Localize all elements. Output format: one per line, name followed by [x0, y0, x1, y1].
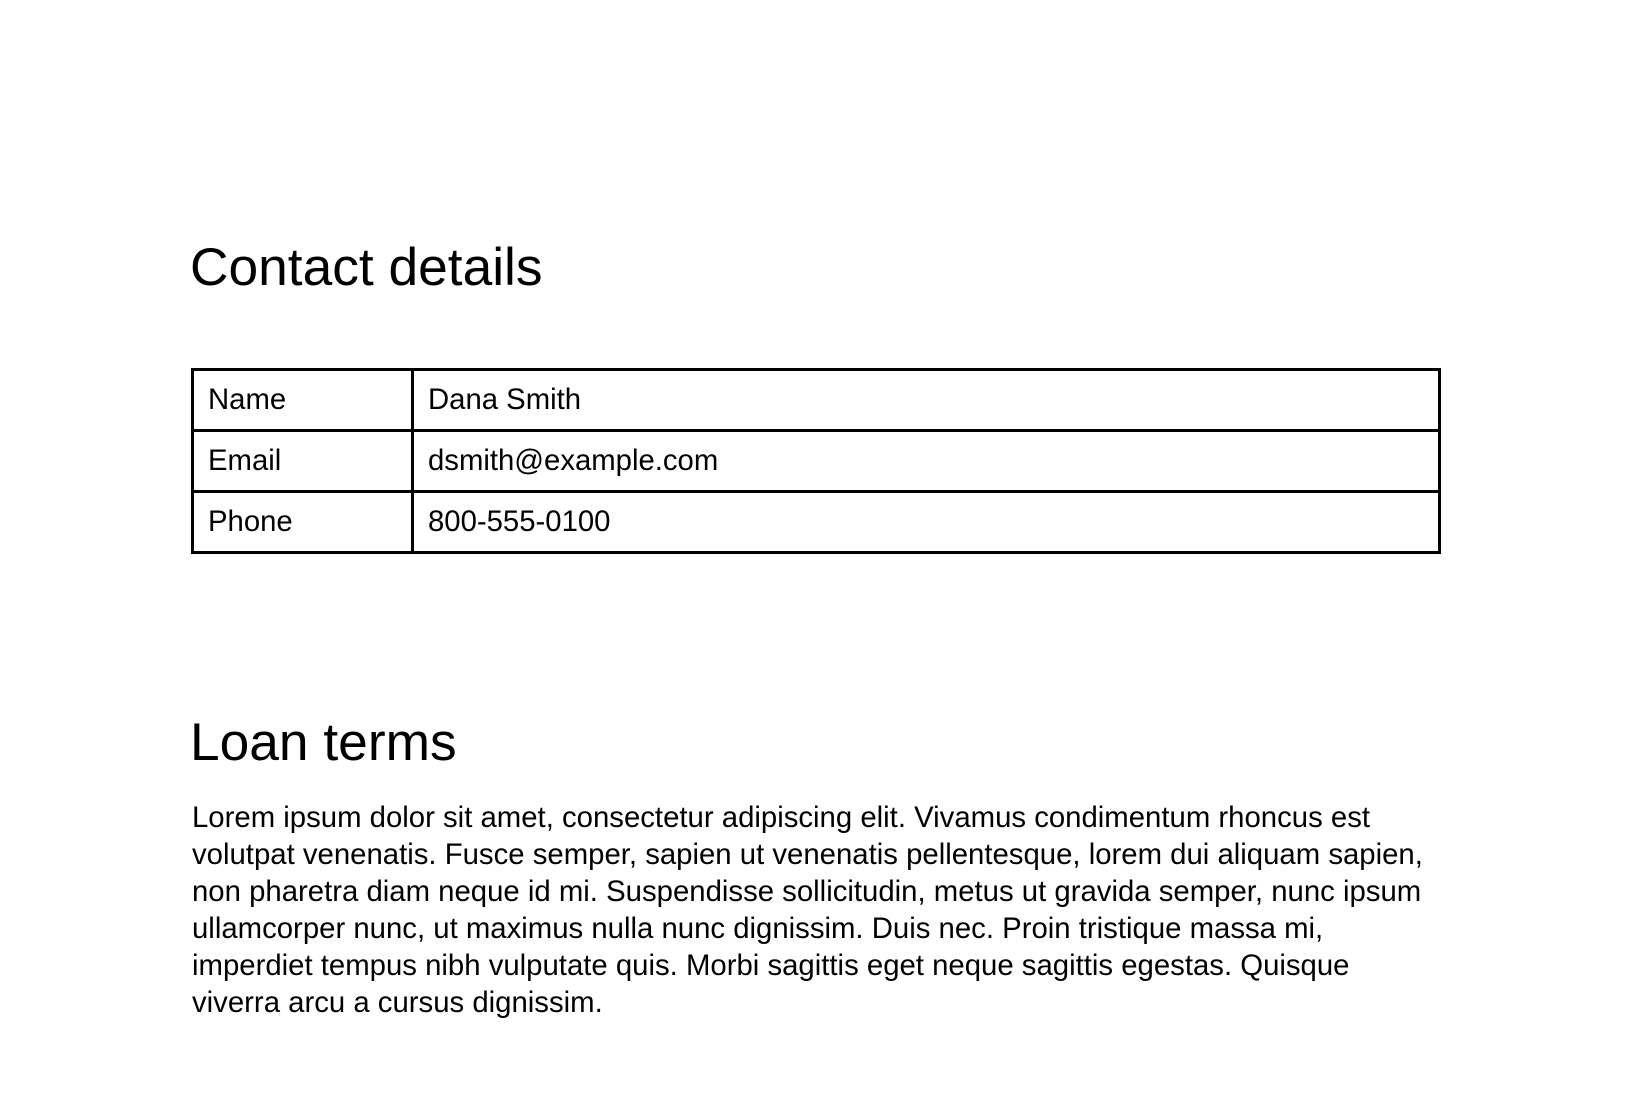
email-label-cell: Email — [193, 431, 413, 492]
name-value-cell: Dana Smith — [413, 370, 1440, 431]
email-value-cell: dsmith@example.com — [413, 431, 1440, 492]
phone-label-cell: Phone — [193, 492, 413, 553]
name-label-cell: Name — [193, 370, 413, 431]
contact-details-table — [191, 368, 1441, 554]
table-row-email — [193, 431, 1440, 492]
loan-terms-heading: Loan terms — [190, 713, 457, 772]
table-row-phone — [193, 492, 1440, 553]
phone-value-cell: 800-555-0100 — [413, 492, 1440, 553]
contact-details-heading: Contact details — [190, 238, 543, 297]
loan-terms-paragraph: Lorem ipsum dolor sit amet, consectetur adipiscing elit. Vivamus condimentum rhoncus est volutpat venenatis. Fusce semper, sapien ut venenatis pellentesque, lorem dui aliquam sapien, non pharetra diam neque id mi. Suspendisse sollicitudin, metus ut gravida semper, nunc ipsum ullamcorper nunc, ut maximus nulla nunc dignissim. Duis nec. Proin tristique massa mi, imperdiet tempus nibh vulputate quis. Morbi sagittis eget neque sagittis egestas. Quisque viverra arcu a cursus dignissim. — [192, 801, 1423, 1019]
table-row-name — [193, 370, 1440, 431]
